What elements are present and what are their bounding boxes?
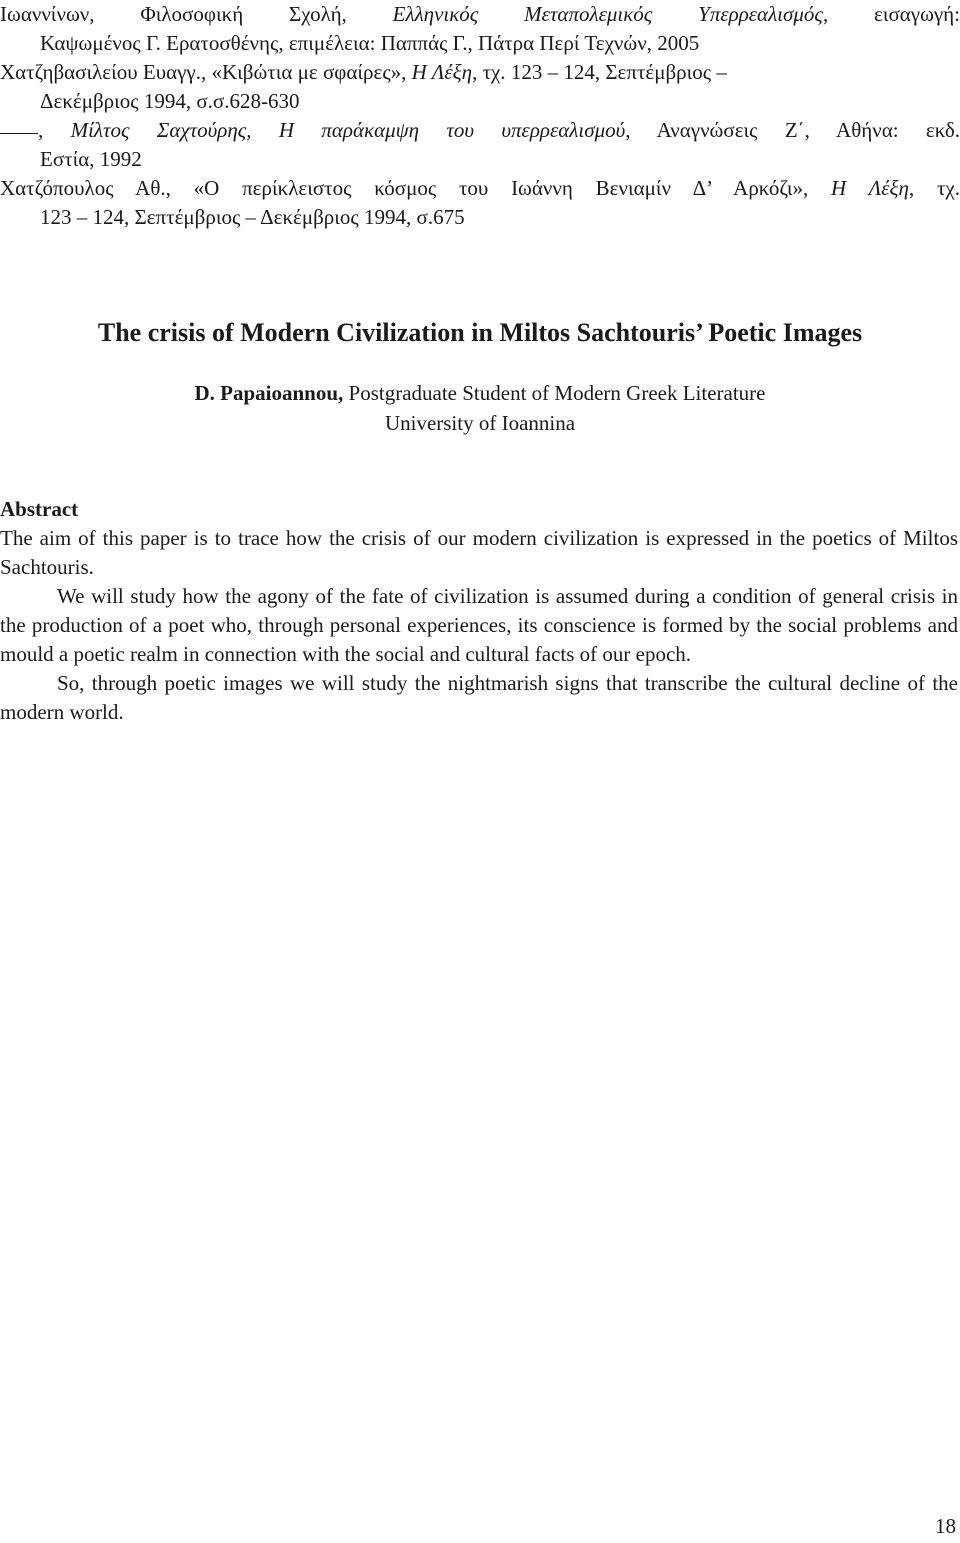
- reference-title: Η Λέξη: [831, 176, 909, 200]
- reference-entry: [0, 0, 960, 58]
- reference-entry: [0, 174, 960, 232]
- reference-line: [0, 174, 960, 203]
- reference-line: [0, 0, 960, 29]
- reference-line: [0, 58, 960, 87]
- page-number: 18: [935, 1514, 956, 1538]
- reference-text: , τχ. 123 – 124, Σεπτέμβριος –: [472, 60, 727, 84]
- reference-text: Χατζόπουλος Αθ., «Ο περίκλειστος κόσμος του Ιωάννη Βενιαμίν Δ’ Αρκόζι»,: [0, 176, 832, 200]
- abstract-paragraph: So, through poetic images we will study the nightmarish signs that transcribe the cultural decline of the modern world.: [0, 671, 958, 724]
- author-line: [0, 378, 960, 408]
- author-role: Postgraduate Student of Modern Greek Literature: [343, 381, 766, 405]
- reference-title: Ελληνικός Μεταπολεμικός Υπερρεαλισμός: [392, 2, 823, 26]
- reference-line: 123 – 124, Σεπτέμβριος – Δεκέμβριος 1994, σ.675: [40, 205, 465, 229]
- abstract-paragraph: We will study how the agony of the fate of civilization is assumed during a condition of general crisis in the production of a poet who, through personal experiences, its conscience is formed by the social problems and mould a poetic realm in connection with the social and cultural facts of our epoch.: [0, 584, 958, 666]
- author-affiliation: University of Ioannina: [384, 411, 576, 435]
- reference-title: Η Λέξη: [411, 60, 473, 84]
- paper-title: The crisis of Modern Civilization in Miltos Sachtouris’ Poetic Images: [97, 318, 863, 347]
- reference-text: , Αναγνώσεις Ζ΄, Αθήνα: εκδ.: [625, 118, 960, 142]
- abstract-heading: Abstract: [0, 497, 79, 521]
- author-block: [0, 378, 960, 438]
- reference-text: ,: [38, 118, 71, 142]
- reference-line: [0, 116, 960, 145]
- author-name: D. Papaioannou,: [194, 381, 344, 405]
- abstract-body: [0, 524, 958, 727]
- reference-title: Μίλτος Σαχτούρης, Η παράκαμψη του υπερρεαλισμού: [70, 118, 626, 142]
- abstract-paragraph: The aim of this paper is to trace how the crisis of our modern civilization is expressed in the poetics of Miltos Sachtouris.: [0, 526, 958, 579]
- reference-line: Καψωμένος Γ. Ερατοσθένης, επιμέλεια: Παππάς Γ., Πάτρα Περί Τεχνών, 2005: [40, 31, 700, 55]
- reference-text: , εισαγωγή:: [822, 2, 960, 26]
- author-ditto-line: [0, 133, 38, 134]
- reference-text: , τχ.: [908, 176, 960, 200]
- reference-line: Δεκέμβριος 1994, σ.σ.628-630: [40, 89, 300, 113]
- reference-text: Χατζηβασιλείου Ευαγγ., «Κιβώτια με σφαίρες»,: [0, 60, 412, 84]
- reference-entry: [0, 87, 960, 174]
- reference-line: Εστία, 1992: [40, 147, 142, 171]
- reference-text: Ιωαννίνων, Φιλοσοφική Σχολή,: [0, 2, 393, 26]
